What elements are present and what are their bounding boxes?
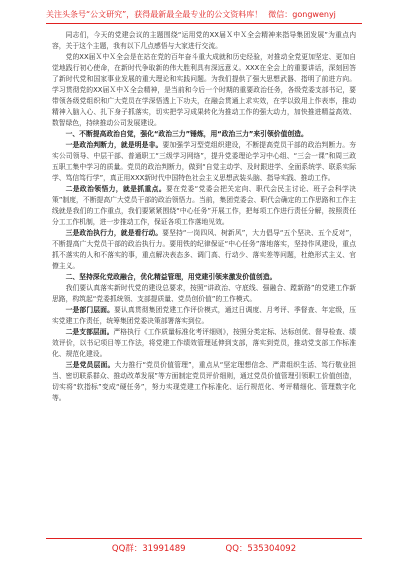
header-promo-text: 关注头条号“公文研究”，获得最新最全最专业的公文资料库！ [46, 10, 263, 19]
paragraph-lead: 二是支部层面。 [65, 328, 114, 336]
paragraph-lead: 一是政治判断力，就是明是非。 [65, 141, 163, 149]
paragraph-text: 一、不断提高政治自觉，强化“政治三力”锤炼，用“政治三力”来引领价值创造。 [65, 130, 308, 138]
paragraph-lead: 一是部门层面。 [65, 306, 115, 314]
paragraph-text: 要坚持“一岗四风、树新风”，大力倡导“五个坚决、五个反对”，不断提高广大党员干部的政治执行力。要用铁的纪律保证“中心任务”落地落实，坚持作风建设，重点抓不落实的人和不落实的事，重点解决表态多、调门高、行动少、落实差等问题，杜绝形式主义、官僚主义。 [52, 229, 356, 270]
paragraph-text: 二、坚持深化党政融合，优化精益管理，用党建引领来激发价值创造。 [65, 273, 277, 281]
section-heading [52, 272, 356, 283]
paragraph-text: 要在党委“党委会把关定向、职代会民主讨论、班子会科学决策”制度，不断提高广大党员干部的政治领悟力。当前，集团党委会、职代会确定的工作思路和工作主线就是我们的工作重点，我们要紧紧围绕“中心任务”开展工作，把每项工作进行责任分解，按照责任分工工作机制，进一步推动工作，保证各项工作落地见效。 [52, 185, 356, 226]
paragraph-text: 我们要认真落实新时代党的建设总要求，按照“讲政治、守底线、强融合、蹚新路”的党建工作新思路，构筑起“党委抓统领、支部提质量、党员创价值”的工作模式。 [52, 284, 356, 303]
footer-divider [46, 538, 362, 539]
body-paragraph [52, 228, 356, 272]
paragraph-lead: 三是党员层面。 [65, 361, 115, 369]
document-body [52, 30, 356, 532]
paragraph-lead: 三是政治执行力，就是看行动。 [65, 229, 163, 237]
body-paragraph [52, 283, 356, 305]
paragraph-lead: 二是政治领悟力，就是抓重点。 [65, 185, 166, 193]
body-paragraph [52, 30, 356, 52]
footer-qq-contact: QQ：535304092 [225, 544, 297, 554]
body-paragraph [52, 140, 356, 184]
paragraph-text: 大力推行“党员价值管理”，重点从“坚定理想信念、严肃组织生活、笃行敬业担当、密切联系群众、推动改革发展”等方面制定党员评价细则，通过党员价值管理引领职工价值创造，切实将“软指标”变成“硬任务”，努力实现党建工作标准化、运行规范化、考评精细化、管理数字化等。 [52, 361, 356, 402]
page-header [46, 8, 362, 22]
section-heading [52, 129, 356, 140]
body-paragraph [52, 52, 356, 129]
header-wechat-text: 微信：gongwenyj [268, 10, 336, 19]
header-divider [46, 23, 362, 24]
paragraph-text: 党的XX届Ｘ中Ｘ全会是在站在党的百年奋斗重大成就和历史经验，对推动全党更加坚定、更加自觉地践行初心使命，在新时代争取新的伟大胜利具有深远意义。XXX在全会上的重要讲话，深刻回答了新时代党和国家事业发展的重大理论和实践问题。为我们提供了强大思想武器、指明了前进方向。学习贯彻党的XX届Ｘ中Ｘ全会精神，是当前和今后一个时期的重要政治任务，各级党委支部书记，要带领各级党组织和广大党员在学深悟透上下功夫，在融会贯通上求实效，在学以致用上作表率，推动精神入脑入心、扎下身子抓落实，切实把学习成果转化为推动工作的强大动力，加快推进精益高效、数智绿色，持续推动公司发展建设。 [52, 53, 356, 127]
paragraph-text: 要认真贯彻集团党建工作评价模式，通过日调度、月考评、季督查、年定级，压实党建工作责任，统筹集团党委决策部署落实到位。 [52, 306, 356, 325]
footer-qq-group: QQ群：31991489 [111, 544, 186, 554]
body-paragraph [52, 360, 356, 404]
paragraph-text: 同志们，今天的党建会议的主题围绕“运用党的XX届Ｘ中Ｘ全会精神来指导集团发展”为重点内容，关于这个主题，我有以下几点感悟与大家进行交流。 [52, 31, 356, 50]
paragraph-text: 要加强学习型党组织建设，不断提高党员干部的政治判断力。夯实公司领导、中层干部、普通职工“三级学习网络”，提升党委理论学习中心组、“三会一课”和周三政五职工集中学习的质量。党员的政治判断力，做到“自觉主动学、及时跟进学、全面系统学、联系实际学、笃信笃行学”，真正用XXX新时代中国特色社会主义思想武装头脑、指导实践、推动工作。 [52, 141, 356, 182]
body-paragraph [52, 305, 356, 327]
page-footer [46, 541, 362, 557]
body-paragraph [52, 327, 356, 360]
paragraph-text: 严格执行《工作质量标准化考评细则》，按照分类定标、达标创优、督导检查、绩效评价，以书记项目等工作法，将党建工作绩效管理延伸到支部，落实到党员，推动党支部工作标准化、规范化建设。 [52, 328, 356, 358]
body-paragraph [52, 184, 356, 228]
